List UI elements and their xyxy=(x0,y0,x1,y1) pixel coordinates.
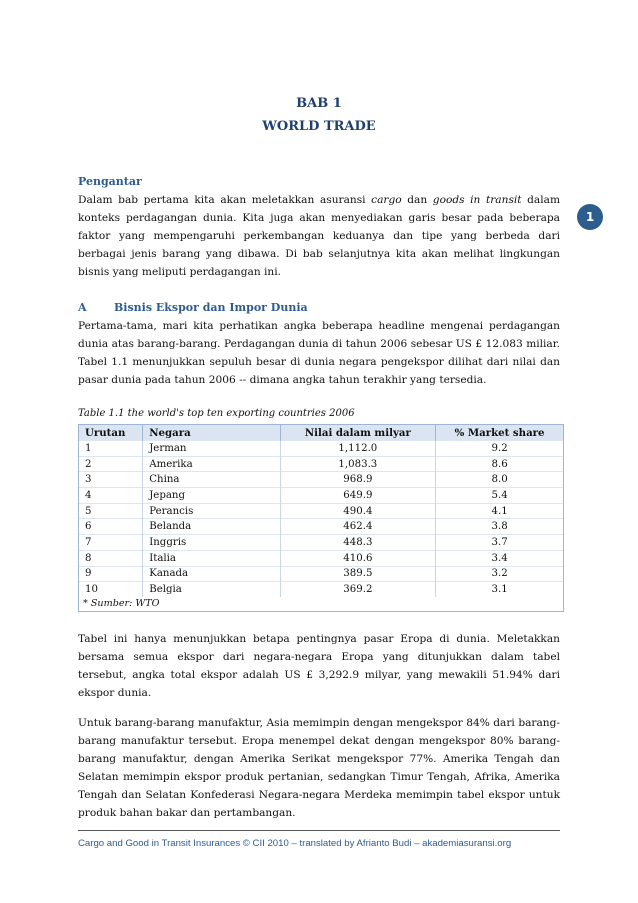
table-row xyxy=(79,441,563,457)
intro-term-cargo: cargo xyxy=(371,194,402,206)
cell-rank: 3 xyxy=(79,472,143,488)
cell-value: 448.3 xyxy=(280,535,436,551)
intro-paragraph xyxy=(78,191,560,281)
cell-share: 3.1 xyxy=(436,582,563,597)
table-row xyxy=(79,519,563,535)
table-row xyxy=(79,456,563,472)
page-footer: Cargo and Good in Transit Insurances © CII 2010 – translated by Afrianto Budi – akademiasuransi.org xyxy=(78,838,512,849)
cell-rank: 6 xyxy=(79,519,143,535)
table-row xyxy=(79,550,563,566)
cell-country: Italia xyxy=(143,550,280,566)
section-a-paragraph: Pertama-tama, mari kita perhatikan angka beberapa headline mengenai perdagangan dunia atas barang-barang. Perdagangan dunia di tahun 2006 sebesar US £ 12.083 miliar. Tabel 1.1 menunjukkan sepuluh besar di dunia negara pengekspor dilihat dari nilai dan pasar dunia pada tahun 2006 -- dimana angka tahun terakhir yang tersedia. xyxy=(78,320,560,386)
cell-share: 4.1 xyxy=(436,503,563,519)
section-a-heading xyxy=(78,301,308,314)
cell-rank: 8 xyxy=(79,550,143,566)
cell-value: 968.9 xyxy=(280,472,436,488)
cell-country: Belanda xyxy=(143,519,280,535)
cell-rank: 5 xyxy=(79,503,143,519)
cell-rank: 4 xyxy=(79,488,143,504)
cell-share: 9.2 xyxy=(436,441,563,457)
footer-divider xyxy=(78,830,560,831)
table-row xyxy=(79,472,563,488)
cell-share: 8.0 xyxy=(436,472,563,488)
table-row xyxy=(79,503,563,519)
paragraph-europe: Tabel ini hanya menunjukkan betapa pentingnya pasar Eropa di dunia. Meletakkan bersama semua ekspor dari negara-negara Eropa yang ditunjukkan dalam tabel tersebut, angka total ekspor adalah US £ 3,292.9 milyar, yang mewakili 51.94% dari ekspor dunia. xyxy=(78,633,560,699)
table-header-row xyxy=(79,425,563,441)
cell-country: Perancis xyxy=(143,503,280,519)
cell-value: 389.5 xyxy=(280,566,436,582)
section-a-title: Bisnis Ekspor dan Impor Dunia xyxy=(114,301,308,314)
exporters-table xyxy=(78,424,564,612)
cell-value: 490.4 xyxy=(280,503,436,519)
cell-share: 3.2 xyxy=(436,566,563,582)
cell-rank: 7 xyxy=(79,535,143,551)
cell-country: Jerman xyxy=(143,441,280,457)
intro-text-start: Dalam bab pertama kita akan meletakkan asuransi xyxy=(78,194,372,206)
cell-value: 1,083.3 xyxy=(280,456,436,472)
cell-value: 1,112.0 xyxy=(280,441,436,457)
header-market-share: % Market share xyxy=(436,425,563,441)
cell-share: 3.8 xyxy=(436,519,563,535)
cell-rank: 10 xyxy=(79,582,143,597)
chapter-number: BAB 1 xyxy=(296,96,342,111)
paragraph-manufacturing: Untuk barang-barang manufaktur, Asia memimpin dengan mengekspor 84% dari barang-barang manufaktur tersebut. Eropa menempel dekat dengan mengekspor 80% barang-barang manufaktur, dengan Amerika Serikat mengekspor 77%. Amerika Tengah dan Selatan memimpin ekspor produk pertanian, sedangkan Timur Tengah, Afrika, Amerika Tengah dan Selatan Konfederasi Negara-negara Merdeka memimpin tabel ekspor untuk produk bahan bakar dan pertambangan. xyxy=(78,717,560,819)
table-row xyxy=(79,488,563,504)
cell-share: 3.7 xyxy=(436,535,563,551)
intro-term-goods-in-transit: goods in transit xyxy=(432,194,522,206)
chapter-title: WORLD TRADE xyxy=(262,119,376,134)
section-a-letter: A xyxy=(78,301,87,314)
table-row xyxy=(79,566,563,582)
cell-country: Inggris xyxy=(143,535,280,551)
intro-text-between: dan xyxy=(401,194,433,206)
cell-value: 410.6 xyxy=(280,550,436,566)
cell-share: 5.4 xyxy=(436,488,563,504)
table-row xyxy=(79,535,563,551)
cell-rank: 9 xyxy=(79,566,143,582)
cell-country: China xyxy=(143,472,280,488)
intro-text-end: dalam konteks perdagangan dunia. Kita juga akan menyediakan garis besar pada beberapa faktor yang mempengaruhi perkembangan keduanya dan tipe yang berbeda dari berbagai jenis barang yang dibawa. Di bab selanjutnya kita akan melihat lingkungan bisnis yang meliputi perdagangan ini. xyxy=(78,194,560,278)
cell-share: 8.6 xyxy=(436,456,563,472)
page-number-badge: 1 xyxy=(577,204,603,230)
intro-heading: Pengantar xyxy=(78,175,142,188)
cell-country: Belgia xyxy=(143,582,280,597)
header-rank: Urutan xyxy=(79,425,143,441)
table-caption: Table 1.1 the world's top ten exporting countries 2006 xyxy=(78,408,355,419)
cell-country: Jepang xyxy=(143,488,280,504)
cell-country: Kanada xyxy=(143,566,280,582)
cell-share: 3.4 xyxy=(436,550,563,566)
table-source-note: * Sumber: WTO xyxy=(83,597,160,609)
header-country: Negara xyxy=(143,425,280,441)
table-row xyxy=(79,582,563,597)
cell-rank: 2 xyxy=(79,456,143,472)
cell-value: 369.2 xyxy=(280,582,436,597)
header-value: Nilai dalam milyar xyxy=(280,425,436,441)
cell-country: Amerika xyxy=(143,456,280,472)
cell-value: 462.4 xyxy=(280,519,436,535)
cell-rank: 1 xyxy=(79,441,143,457)
cell-value: 649.9 xyxy=(280,488,436,504)
